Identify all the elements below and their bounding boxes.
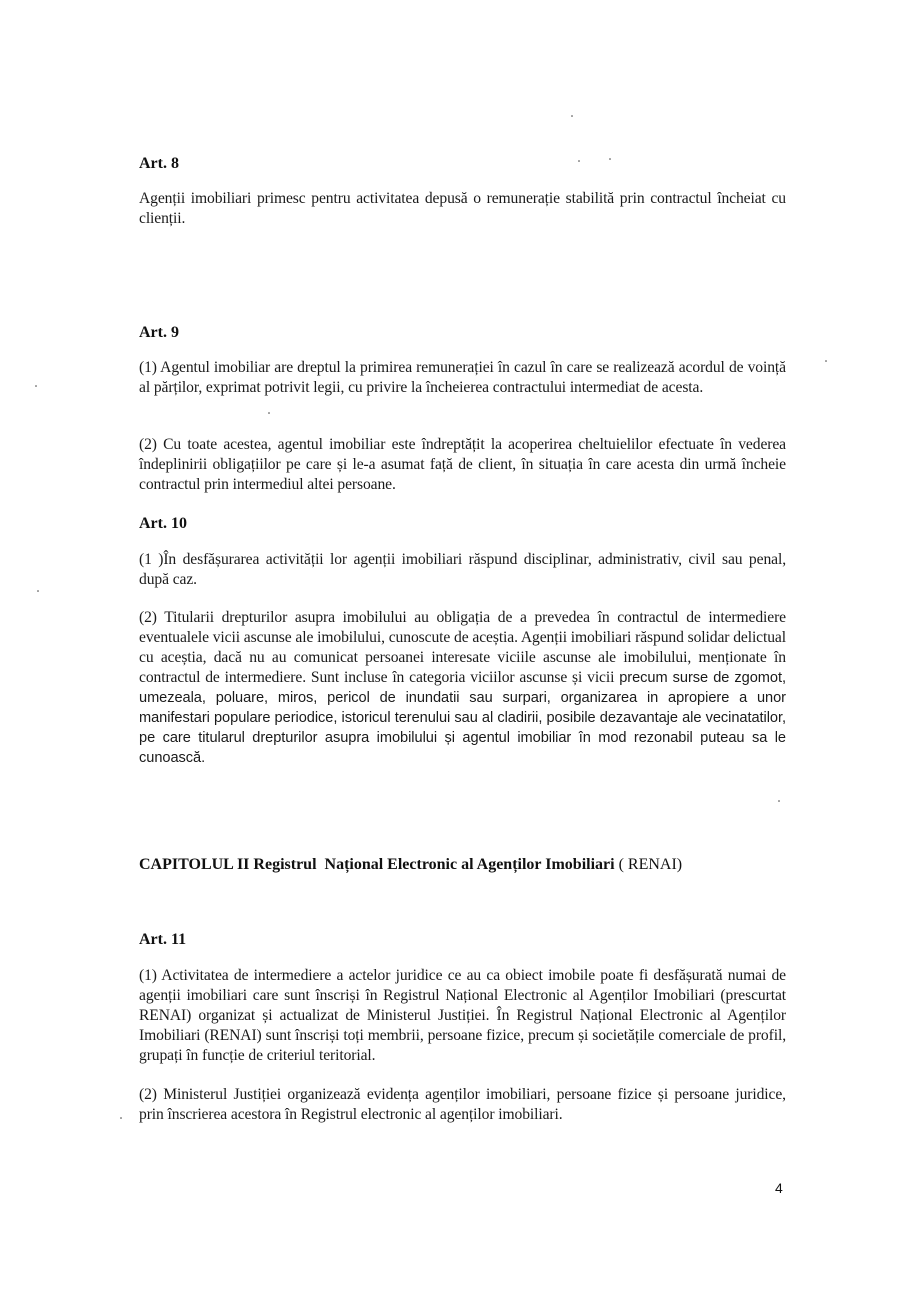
article-11-paragraph-1: (1) Activitatea de intermediere a actelor juridice ce au ca obiect imobile poate fi desfășurată numai de agenții imobiliari care sunt înscriși în Registrul Național Electronic al Agenților Imobiliari (prescurtat RENAI) organizat și actualizat de Ministerul Justiției. În Registrul Național Electronic al Agenților Imobiliari (RENAI) sunt înscriși toți membrii, persoane fizice, precum și societățile comerciale de profil, grupați în funcție de criteriul teritorial. [139,967,786,1064]
chapter-2-title [139,855,839,875]
article-11-title: Art. 11 [139,931,187,948]
page-number: 4 [775,1180,783,1196]
chapter-2-title-abbrev: ( RENAI) [614,856,683,873]
scan-speck [37,590,39,592]
article-11-paragraph-2: (2) Ministerul Justiției organizează evidența agenților imobiliari, persoane fizice și persoane juridice, prin înscrierea acestora în Registrul electronic al agenților imobiliari. [139,1086,786,1123]
article-10-paragraph-2 [139,608,786,768]
scan-speck [778,800,780,802]
article-9-paragraph-1: (1) Agentul imobiliar are dreptul la primirea remunerației în cazul în care se realizează acordul de voință al părților, exprimat potrivit legii, cu privire la încheierea contractului intermediat de acesta. [139,359,786,396]
article-10-paragraph-1: (1 )În desfășurarea activității lor agenții imobiliari răspund disciplinar, administrativ, civil sau penal, după caz. [139,551,786,588]
scan-speck [571,115,573,117]
article-8-paragraph: Agenții imobiliari primesc pentru activitatea depusă o remunerație stabilită prin contractul încheiat cu clienții. [139,190,786,227]
article-10-title: Art. 10 [139,515,187,532]
scan-speck [825,360,827,362]
article-10-paragraph-2-sans-part: precum surse de zgomot, umezeala, poluare, miros, pericol de inundatii sau surpari, organizarea in apropiere a unor manifestari populare periodice, istoricul terenului sau al cladirii, posibile dezavantaje ale vecinatatilor, pe care titularul drepturilor asupra imobilului și agentul imobiliar în mod rezonabil puteau sa le cunoască. [139,670,786,766]
article-9-paragraph-2: (2) Cu toate acestea, agentul imobiliar este îndreptățit la acoperirea cheltuielilor efectuate în vederea îndeplinirii obligațiilor pe care și le-a asumat față de client, în situația în care acesta din urmă încheie contractul prin intermediul altei persoane. [139,436,786,493]
scan-speck [120,1117,122,1119]
article-9-title: Art. 9 [139,324,179,341]
article-10-paragraph-2-serif-part: (2) Titularii drepturilor asupra imobilului au obligația de a prevedea în contractul de intermediere eventualele vicii ascunse ale imobilului, cunoscute de aceștia. Agenții imobiliari răspund solidar delictual cu aceștia, dacă nu au comunicat persoanei interesate viciile ascunse ale imobilului, menționate în contractul de intermediere. Sunt incluse în categoria viciilor ascunse și vicii [139,609,786,686]
scan-speck [35,385,37,387]
chapter-2-title-bold: CAPITOLUL II Registrul Național Electronic al Agenților Imobiliari [139,856,615,873]
scan-speck [268,412,270,414]
article-8-title: Art. 8 [139,155,179,172]
